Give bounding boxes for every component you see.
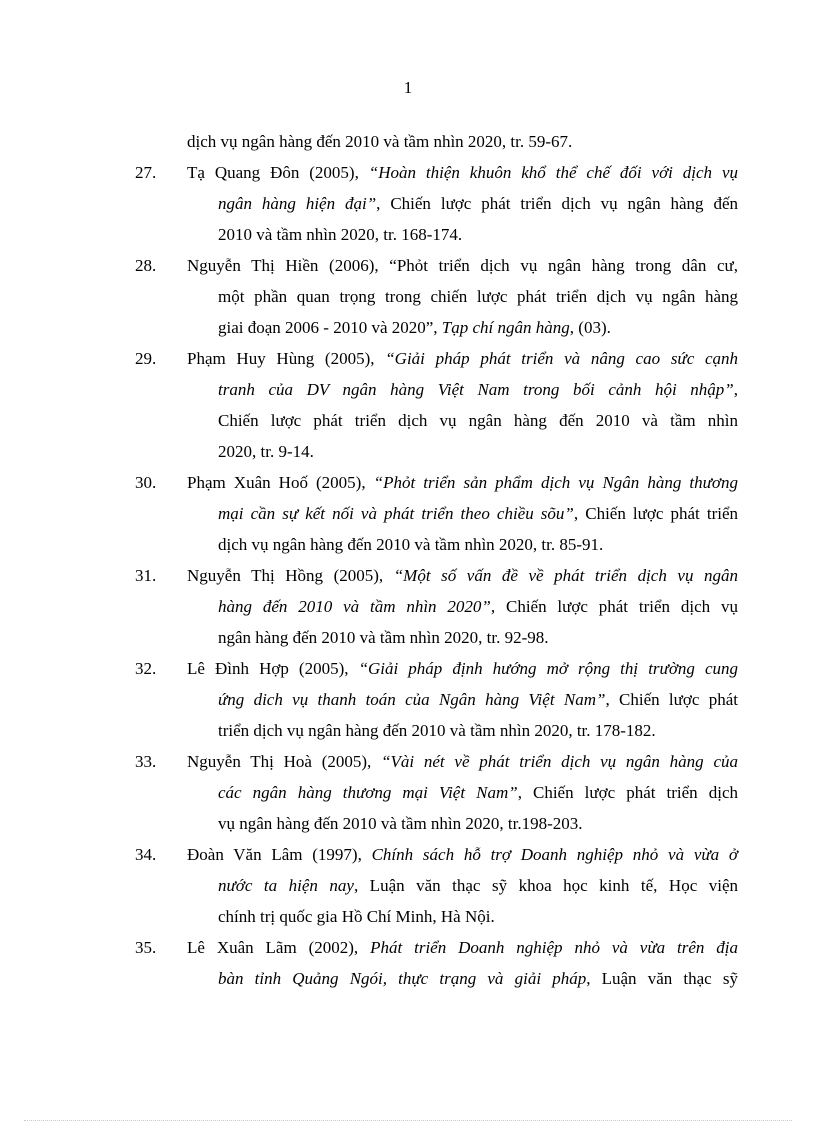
reference-text: vụ ngân hàng đến 2010 và tầm nhìn 2020, tr.198-203. bbox=[218, 814, 583, 833]
reference-text: 2020, tr. 9-14. bbox=[218, 442, 314, 461]
reference-line bbox=[187, 374, 738, 405]
reference-list bbox=[0, 126, 816, 994]
reference-body bbox=[187, 560, 738, 653]
reference-body bbox=[187, 746, 738, 839]
reference-author: Phạm Xuân Hoố (2005), bbox=[187, 473, 366, 492]
reference-number: 30. bbox=[135, 473, 157, 492]
reference-item bbox=[0, 560, 816, 653]
reference-text: , Chiến lược phát bbox=[605, 690, 738, 709]
reference-title: “Vài nét về phát triển dịch vụ ngân hàng của bbox=[381, 752, 738, 771]
reference-line bbox=[187, 622, 738, 653]
reference-author: Lê Đình Hợp (2005), bbox=[187, 659, 349, 678]
reference-text: , Chiến lược phát triển dịch vụ bbox=[490, 597, 738, 616]
reference-line bbox=[187, 219, 738, 250]
reference-number: 32. bbox=[135, 659, 157, 678]
reference-continuation: dịch vụ ngân hàng đến 2010 và tầm nhìn 2020, tr. 59-67. bbox=[187, 132, 573, 151]
reference-line bbox=[187, 312, 738, 343]
reference-body bbox=[187, 932, 738, 994]
reference-title: mại cần sự kết nối và phát triển theo chiều sõu” bbox=[218, 504, 574, 523]
reference-number: 28. bbox=[135, 256, 157, 275]
reference-items bbox=[0, 157, 816, 994]
reference-item bbox=[0, 157, 816, 250]
reference-line bbox=[187, 715, 738, 746]
reference-title: “Hoàn thiện khuôn khổ thể chế đối với dịch vụ bbox=[368, 163, 739, 182]
reference-line bbox=[187, 436, 738, 467]
reference-line bbox=[187, 560, 738, 591]
reference-author: Lê Xuân Lãm (2002), bbox=[187, 938, 359, 957]
reference-title: “Phỏt triển sản phẩm dịch vụ Ngân hàng thương bbox=[373, 473, 738, 492]
reference-number: 35. bbox=[135, 938, 157, 957]
reference-author: Nguyễn Thị Hồng (2005), bbox=[187, 566, 384, 585]
reference-text: Chiến lược phát triển dịch vụ ngân hàng đến 2010 và tầm nhìn bbox=[218, 411, 738, 430]
reference-text: giai đoạn 2006 - 2010 và 2020”, bbox=[218, 318, 442, 337]
reference-number: 31. bbox=[135, 566, 157, 585]
reference-line bbox=[187, 653, 738, 684]
reference-line bbox=[187, 250, 738, 281]
reference-line bbox=[187, 839, 738, 870]
reference-text: , bbox=[733, 380, 738, 399]
reference-title: Phát triển Doanh nghiệp nhỏ và vừa trên địa bbox=[370, 938, 739, 957]
reference-line bbox=[187, 498, 738, 529]
reference-author: Đoàn Văn Lâm (1997), bbox=[187, 845, 362, 864]
reference-number: 33. bbox=[135, 752, 157, 771]
reference-item bbox=[0, 932, 816, 994]
reference-number: 29. bbox=[135, 349, 157, 368]
reference-line bbox=[187, 281, 738, 312]
reference-body bbox=[187, 157, 738, 250]
reference-text: một phần quan trọng trong chiến lược phát triển dịch vụ ngân hàng bbox=[218, 287, 738, 306]
reference-title: “Giải pháp định hướng mở rộng thị trường cung bbox=[358, 659, 739, 678]
reference-text: “Phỏt triển dịch vụ ngân hàng trong dân cư, bbox=[389, 256, 738, 275]
reference-line bbox=[187, 467, 738, 498]
reference-title: tranh của DV ngân hàng Việt Nam trong bối cảnh hội nhập” bbox=[218, 380, 734, 399]
reference-title: bàn tỉnh Quảng Ngói, thực trạng và giải pháp bbox=[218, 969, 587, 988]
reference-line bbox=[187, 529, 738, 560]
reference-body bbox=[187, 653, 738, 746]
reference-title: hàng đến 2010 và tầm nhìn 2020” bbox=[218, 597, 491, 616]
reference-text: , Luận văn thạc sỹ khoa học kinh tế, Học viện bbox=[353, 876, 739, 895]
reference-body bbox=[187, 343, 738, 467]
reference-text: , Chiến lược phát triển bbox=[573, 504, 738, 523]
reference-text: dịch vụ ngân hàng đến 2010 và tầm nhìn 2020, tr. 85-91. bbox=[218, 535, 604, 554]
reference-line bbox=[187, 932, 738, 963]
reference-line bbox=[187, 343, 738, 374]
reference-line bbox=[187, 901, 738, 932]
reference-item bbox=[0, 653, 816, 746]
reference-text: , (03). bbox=[569, 318, 611, 337]
reference-author: Tạ Quang Đôn (2005), bbox=[187, 163, 359, 182]
reference-text: chính trị quốc gia Hồ Chí Minh, Hà Nội. bbox=[218, 907, 495, 926]
page-number: 1 bbox=[403, 78, 413, 97]
reference-author: Nguyễn Thị Hiền (2006), bbox=[187, 256, 379, 275]
reference-title: “Giải pháp phát triển và nâng cao sức cạnh bbox=[385, 349, 739, 368]
reference-text: 2010 và tầm nhìn 2020, tr. 168-174. bbox=[218, 225, 463, 244]
reference-title: nước ta hiện nay bbox=[218, 876, 354, 895]
reference-body bbox=[187, 839, 738, 932]
reference-title: “Một số vấn đề về phát triển dịch vụ ngân bbox=[393, 566, 739, 585]
reference-line bbox=[187, 684, 738, 715]
reference-line bbox=[187, 157, 738, 188]
reference-line bbox=[187, 777, 738, 808]
reference-item bbox=[0, 467, 816, 560]
reference-text: , Chiến lược phát triển dịch vụ ngân hàng đến bbox=[376, 194, 738, 213]
reference-author: Phạm Huy Hùng (2005), bbox=[187, 349, 375, 368]
reference-line bbox=[187, 870, 738, 901]
reference-text: triển dịch vụ ngân hàng đến 2010 và tầm nhìn 2020, tr. 178-182. bbox=[218, 721, 656, 740]
reference-line bbox=[187, 963, 738, 994]
reference-author: Nguyễn Thị Hoà (2005), bbox=[187, 752, 372, 771]
reference-line bbox=[187, 746, 738, 777]
reference-item bbox=[0, 343, 816, 467]
reference-line bbox=[187, 405, 738, 436]
reference-text: ngân hàng đến 2010 và tầm nhìn 2020, tr. 92-98. bbox=[218, 628, 549, 647]
reference-body bbox=[187, 467, 738, 560]
reference-text: , Luận văn thạc sỹ bbox=[586, 969, 739, 988]
reference-title: ngân hàng hiện đại” bbox=[218, 194, 377, 213]
page-bottom-rule bbox=[24, 1120, 792, 1121]
reference-title: Tạp chí ngân hàng bbox=[441, 318, 570, 337]
reference-line bbox=[187, 591, 738, 622]
reference-item bbox=[0, 839, 816, 932]
reference-line bbox=[187, 808, 738, 839]
reference-title: ứng dich vụ thanh toán của Ngân hàng Việt Nam” bbox=[218, 690, 606, 709]
reference-line bbox=[187, 188, 738, 219]
reference-item bbox=[0, 746, 816, 839]
reference-text: , Chiến lược phát triển dịch bbox=[517, 783, 738, 802]
reference-title: Chính sách hỗ trợ Doanh nghiệp nhỏ và vừa ở bbox=[371, 845, 739, 864]
reference-item bbox=[0, 250, 816, 343]
reference-number: 27. bbox=[135, 163, 157, 182]
reference-title: các ngân hàng thương mại Việt Nam” bbox=[218, 783, 518, 802]
reference-number: 34. bbox=[135, 845, 157, 864]
reference-body bbox=[187, 250, 738, 343]
